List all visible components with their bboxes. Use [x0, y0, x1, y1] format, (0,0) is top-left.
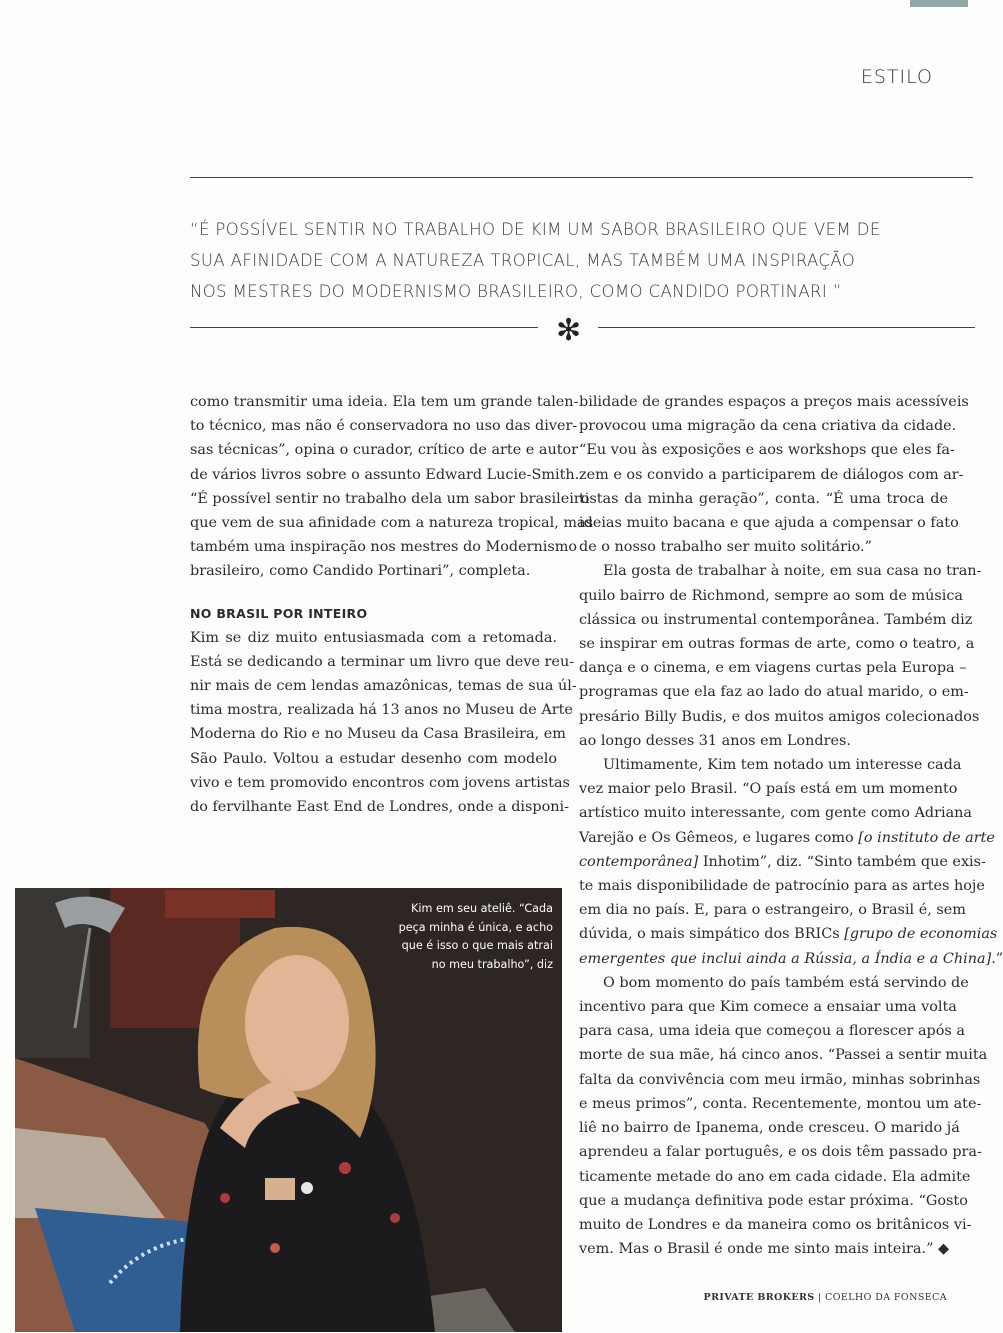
footer-separator: | [814, 1292, 826, 1303]
left-column [190, 390, 593, 819]
section-label: ESTILO [860, 66, 933, 88]
text-line: como transmitir uma ideia. Ela tem um grande talen- [190, 394, 579, 410]
text-line: de vários livros sobre o assunto Edward Lucie-Smith. [190, 466, 580, 483]
text-line: de o nosso trabalho ser muito solitário.” [579, 539, 872, 556]
section-subhead: NO BRASIL POR INTEIRO [190, 605, 368, 621]
text-line: tistas da minha geração”, conta. “É uma troca de [579, 490, 948, 507]
text-line: nir mais de cem lendas amazônicas, temas de sua úl- [190, 678, 577, 695]
text-line: que vem de sua afinidade com a natureza tropical, mas [190, 515, 593, 532]
text-line: tima mostra, realizada há 13 anos no Museu de Arte [190, 702, 573, 719]
text-line: Kim se diz muito entusiasmada com a retomada. [190, 629, 557, 646]
pull-quote [190, 214, 960, 307]
flower-pattern [390, 1213, 400, 1223]
text-line: clássica ou instrumental contemporânea. Também diz [579, 611, 973, 628]
photo-caption [393, 900, 553, 974]
face [245, 955, 349, 1091]
text-line [579, 826, 995, 850]
text-line [579, 947, 1003, 971]
flower-pattern [339, 1162, 351, 1174]
text-line: morte de sua mãe, há cinco anos. “Passei a sentir muita [579, 1047, 988, 1064]
pull-quote-line: “É POSSÍVEL SENTIR NO TRABALHO DE KIM UM SABOR BRASILEIRO QUE VEM DE [190, 220, 881, 239]
text-line: vem. Mas o Brasil é onde me sinto mais inteira.” ◆ [579, 1241, 950, 1258]
text-line: provocou uma migração da cena criativa da cidade. [579, 418, 957, 435]
text-line: ticamente metade do ano em cada cidade. Ela admite [579, 1168, 971, 1185]
italic-note: contemporânea] [579, 853, 699, 870]
text-line: se inspirar em outras formas de arte, como o teatro, a [579, 636, 975, 653]
text-span: Varejão e Os Gêmeos, e lugares como [579, 829, 859, 846]
divider-rule-right [598, 327, 975, 328]
italic-note: emergentes que inclui ainda a Rússia, a Índia e a China] [579, 950, 992, 967]
text-line: Moderna do Rio e no Museu da Casa Brasileira, em [190, 726, 566, 743]
text-line [579, 850, 986, 874]
text-line: quilo bairro de Richmond, sempre ao som de música [579, 587, 963, 604]
italic-note: [grupo de economias [844, 926, 998, 943]
text-line: Ultimamente, Kim tem notado um interesse cada [603, 757, 962, 774]
text-line: to técnico, mas não é conservadora no uso das diver- [190, 418, 578, 435]
italic-note: [o instituto de arte [858, 829, 995, 846]
text-line: aprendeu a falar português, e os dois têm passado pra- [579, 1144, 982, 1161]
corner-tab [910, 0, 968, 7]
footer-brand: PRIVATE BROKERS [703, 1292, 815, 1303]
text-span: Inhotim”, diz. “Sinto também que exis- [698, 853, 986, 870]
text-line: brasileiro, como Candido Portinari”, completa. [190, 563, 531, 580]
text-line: para casa, uma ideia que começou a florescer após a [579, 1023, 965, 1040]
text-line: ao longo desses 31 anos em Londres. [579, 732, 851, 749]
text-line: “Eu vou às exposições e aos workshops que eles fa- [579, 442, 955, 459]
text-line: vez maior pelo Brasil. “O país está em um momento [579, 781, 958, 798]
text-line: em dia no país. E, para o estrangeiro, o Brasil é, sem [579, 902, 966, 919]
text-line: presário Billy Budis, e dos muitos amigos colecionados [579, 708, 980, 725]
text-line: e meus primos”, conta. Recentemente, montou um ate- [579, 1095, 982, 1112]
right-column [579, 390, 1003, 1261]
text-line: ideias muito bacana e que ajuda a compensar o fato [579, 515, 959, 532]
text-line: vivo e tem promovido encontros com jovens artistas [190, 774, 570, 791]
text-line: programas que ela faz ao lado do atual marido, o em- [579, 684, 969, 701]
red-box [165, 890, 275, 918]
hand-on-table [265, 1178, 295, 1200]
text-line: São Paulo. Voltou a estudar desenho com modelo [190, 750, 557, 767]
text-line [579, 922, 998, 946]
text-line: Está se dedicando a terminar um livro que deve reu- [190, 653, 575, 670]
footer-partner: COELHO DA FONSECA [825, 1292, 947, 1303]
pull-quote-line: SUA AFINIDADE COM A NATUREZA TROPICAL, MAS TAMBÉM UMA INSPIRAÇÃO [190, 251, 856, 270]
text-line: que a mudança definitiva pode estar próxima. “Gosto [579, 1192, 968, 1209]
text-line: dança e o cinema, e em viagens curtas pela Europa – [579, 660, 967, 677]
text-line: zem e os convido a participarem de diálogos com ar- [579, 466, 964, 483]
caption-line: no meu trabalho”, diz [431, 957, 553, 971]
caption-line: que é isso o que mais atrai [401, 939, 553, 952]
text-line: O bom momento do país também está servindo de [603, 974, 969, 991]
text-line: liê no bairro de Ipanema, onde cresceu. O marido já [579, 1120, 960, 1137]
text-span: dúvida, o mais simpático dos BRICs [579, 926, 845, 943]
caption-line: peça minha é única, e acho [398, 920, 553, 934]
top-rule [190, 177, 973, 178]
text-line: artístico muito interessante, com gente como Adriana [579, 805, 973, 822]
text-line: do fervilhante East End de Londres, onde a disponi- [190, 799, 570, 816]
text-line: te mais disponibilidade de patrocínio para as artes hoje [579, 878, 985, 895]
asterisk-divider-icon: ✻ [556, 313, 582, 348]
flower-pattern [270, 1243, 280, 1253]
text-line: também uma inspiração nos mestres do Modernismo [190, 539, 578, 556]
text-line: Ela gosta de trabalhar à noite, em sua casa no tran- [603, 563, 982, 580]
page-footer [704, 1292, 947, 1303]
text-line: falta da convivência com meu irmão, minhas sobrinhas [579, 1071, 981, 1088]
pull-quote-line: NOS MESTRES DO MODERNISMO BRASILEIRO, COMO CANDIDO PORTINARI ” [190, 282, 842, 301]
divider-rule-left [190, 327, 538, 328]
text-line: muito de Londres e da maneira como os britânicos vi- [579, 1216, 972, 1233]
text-line: sas técnicas”, opina o curador, crítico de arte e autor [190, 442, 579, 459]
text-line: incentivo para que Kim comece a ensaiar uma volta [579, 999, 957, 1016]
flower-pattern [220, 1193, 230, 1203]
text-line: “É possível sentir no trabalho dela um sabor brasileiro [190, 490, 590, 507]
text-span: .” [991, 950, 1003, 967]
caption-line: Kim em seu ateliê. “Cada [411, 902, 553, 915]
wristwatch [301, 1182, 313, 1194]
text-line: bilidade de grandes espaços a preços mais acessíveis [579, 394, 969, 410]
